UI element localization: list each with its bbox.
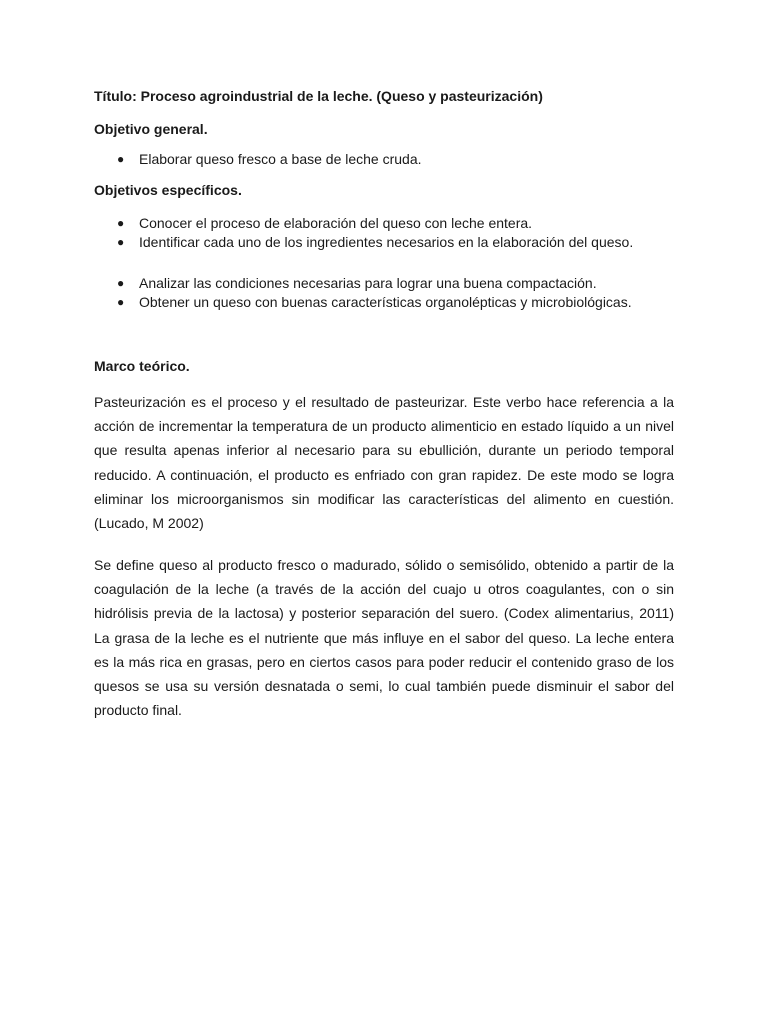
specific-objective-text: Obtener un queso con buenas características organolépticas y microbiológicas. <box>139 294 632 310</box>
list-item <box>94 230 674 274</box>
bullet-icon: ● <box>117 295 125 309</box>
theoretical-framework-heading: Marco teórico. <box>94 358 190 374</box>
bullet-icon: ● <box>117 152 125 166</box>
specific-objective-text: Analizar las condiciones necesarias para lograr una buena compactación. <box>139 275 597 291</box>
general-objective-list <box>94 150 674 168</box>
paragraph-pasteurization: Pasteurización es el proceso y el resultado de pasteurizar. Este verbo hace referencia a la acción de incrementar la temperatura de un producto alimenticio en estado líquido a un nivel que resulta apenas inferior al necesario para su ebullición, durante un periodo temporal reducido. A continuación, el producto es enfriado con gran rapidez. De este modo se logra eliminar los microorganismos sin modificar las características del alimento en cuestión. (Lucado, M 2002) <box>94 394 674 532</box>
list-item <box>94 290 674 315</box>
paragraph-cheese-definition: Se define queso al producto fresco o madurado, sólido o semisólido, obtenido a partir de la coagulación de la leche (a través de la acción del cuajo u otros coagulantes, con o sin hidrólisis previa de la lactosa) y posterior separación del suero. (Codex alimentarius, 2011) La grasa de la leche es el nutriente que más influye en el sabor del queso. La leche entera es la más rica en grasas, pero en ciertos casos para poder reducir el contenido graso de los quesos se usa su versión desnatada o semi, lo cual también puede disminuir el sabor del producto final. <box>94 557 674 719</box>
bullet-icon: ● <box>117 216 125 230</box>
bullet-icon: ● <box>117 276 125 290</box>
general-objective-heading: Objetivo general. <box>94 121 208 137</box>
specific-objective-text: Conocer el proceso de elaboración del queso con leche entera. <box>139 215 533 231</box>
bullet-icon: ● <box>117 235 125 249</box>
specific-objectives-heading: Objetivos específicos. <box>94 182 242 198</box>
document-title: Título: Proceso agroindustrial de la leche. (Queso y pasteurización) <box>94 88 543 104</box>
specific-objective-text: Identificar cada uno de los ingredientes necesarios en la elaboración del queso. <box>139 234 634 250</box>
specific-objectives-list <box>94 214 674 315</box>
list-item <box>94 150 674 168</box>
general-objective-text: Elaborar queso fresco a base de leche cruda. <box>139 151 422 167</box>
